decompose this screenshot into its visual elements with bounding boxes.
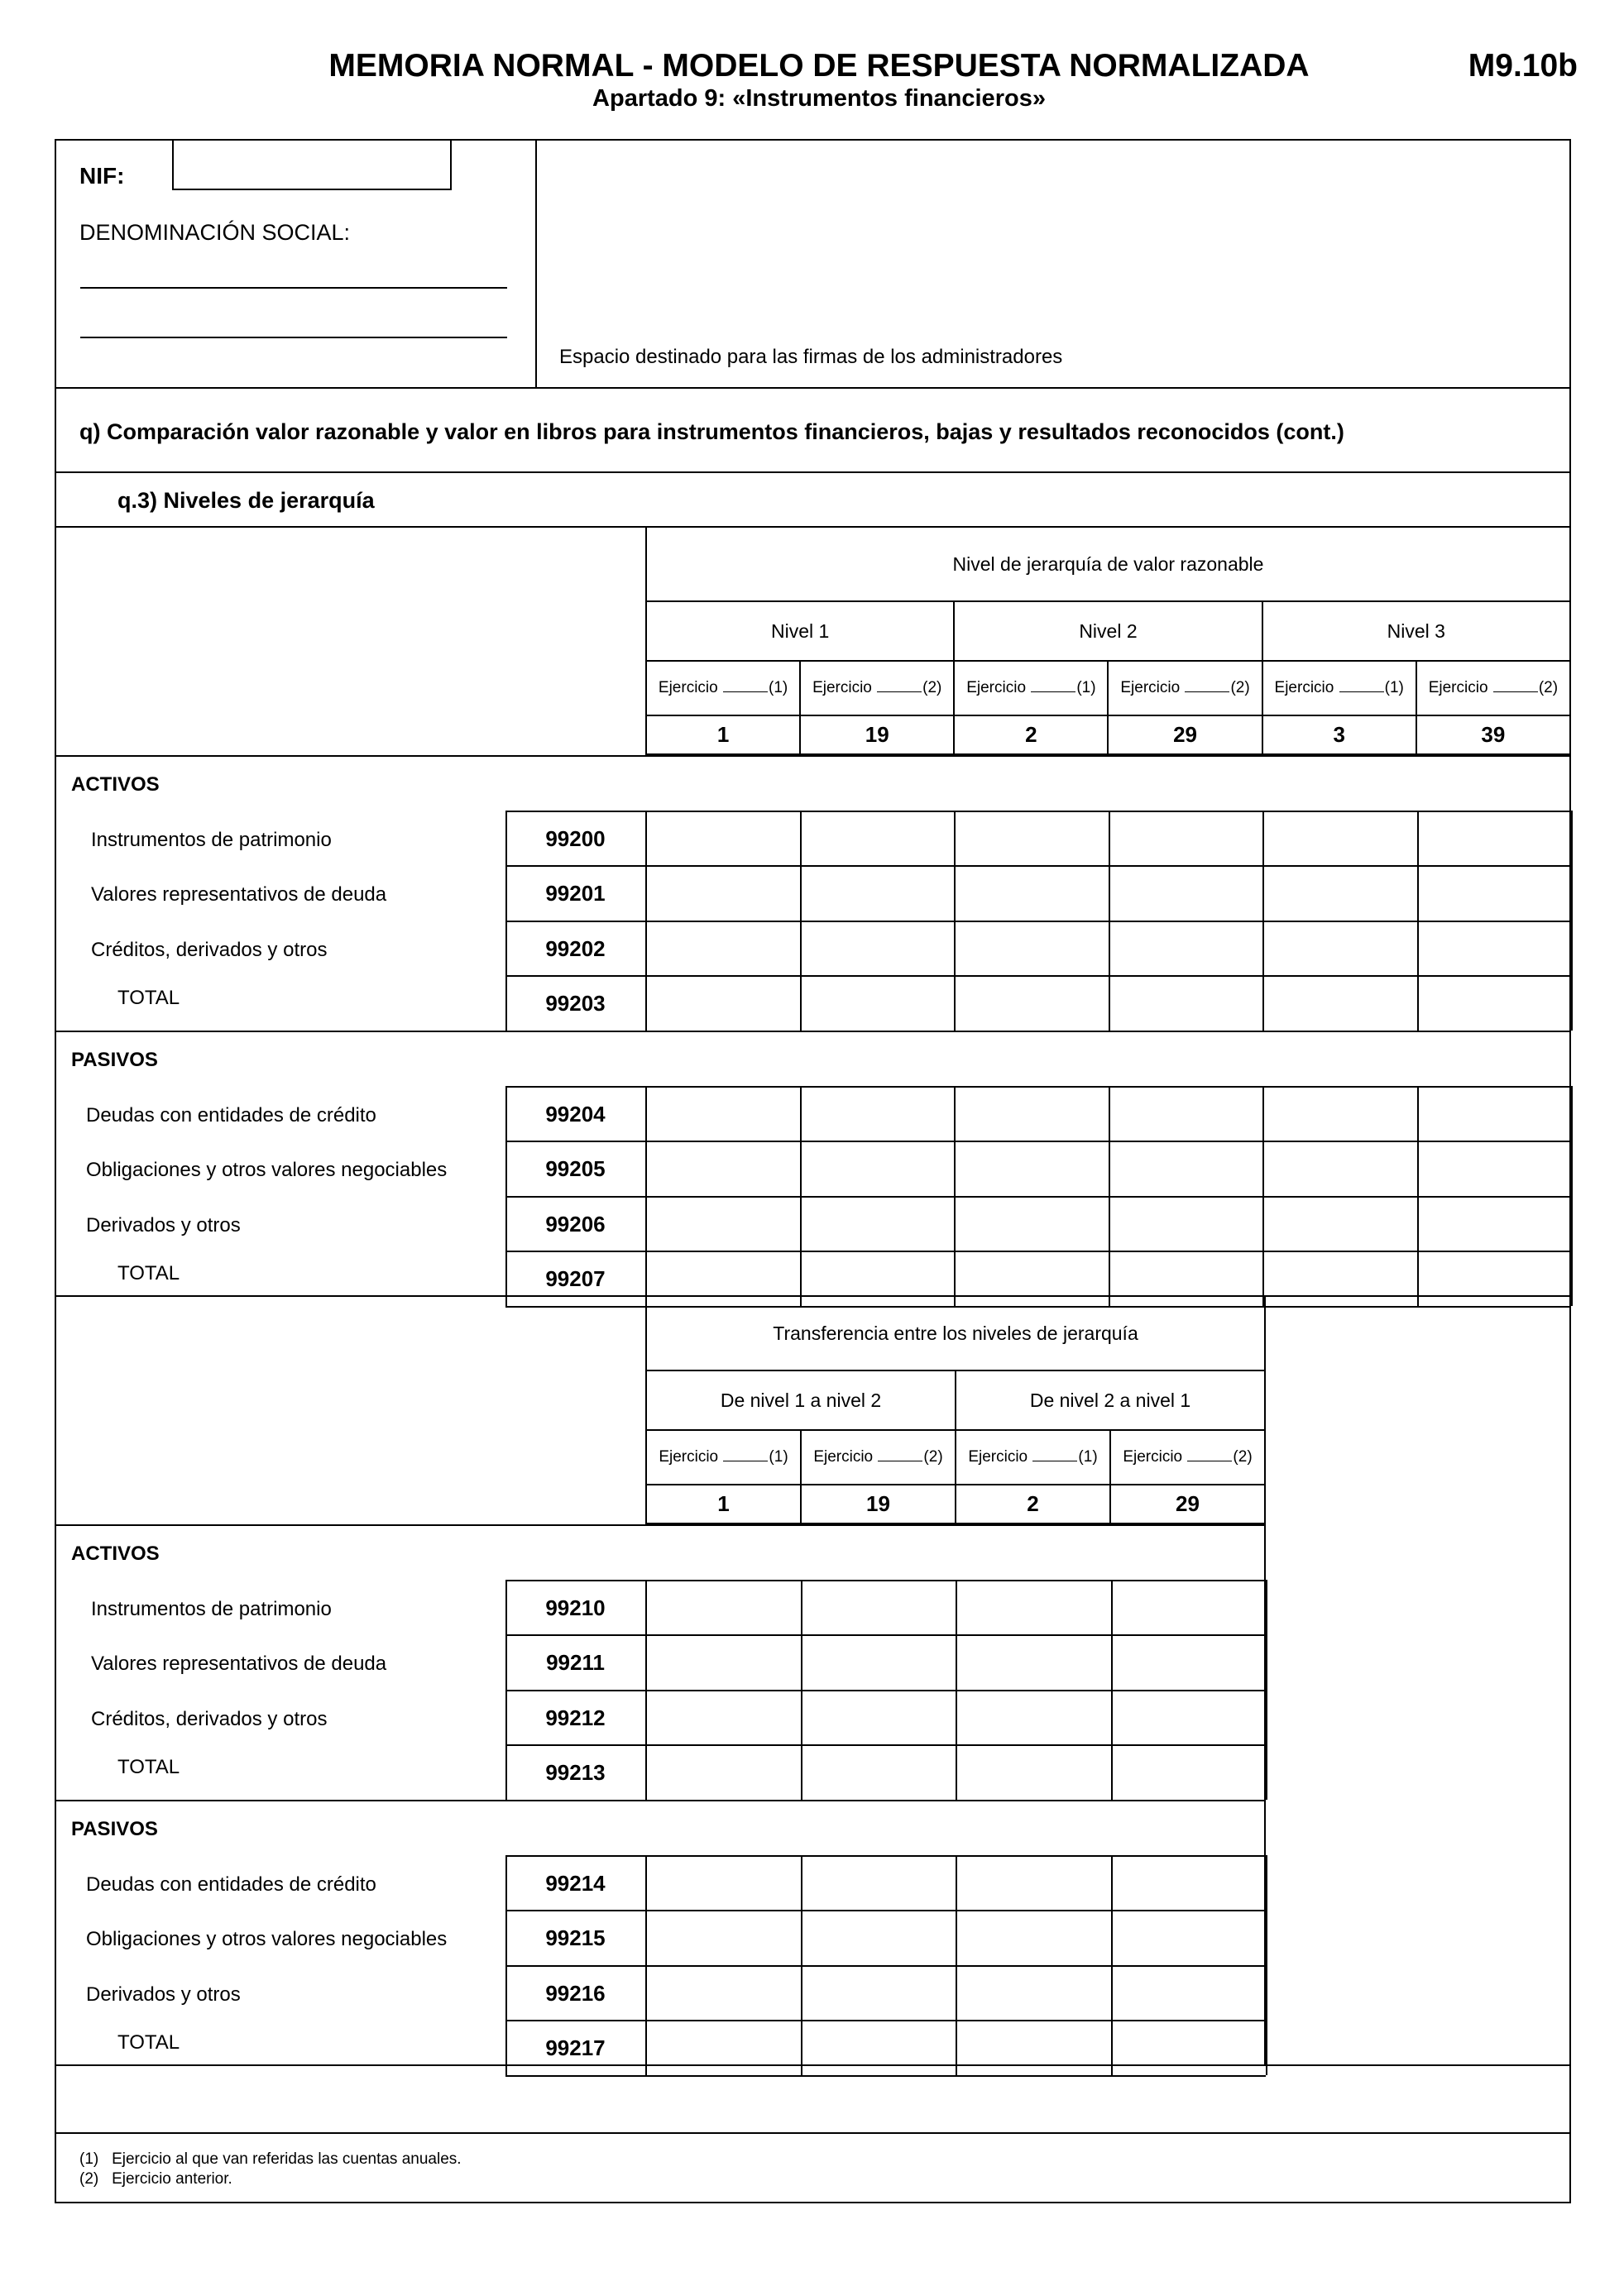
value-input-cell[interactable] xyxy=(645,1634,801,1690)
value-input-cell[interactable] xyxy=(1262,1086,1417,1141)
column-separator xyxy=(505,1855,507,2075)
value-input-cell[interactable] xyxy=(956,1634,1111,1690)
row-code: 99201 xyxy=(545,881,606,906)
row-code: 99210 xyxy=(545,1595,606,1620)
column-separator xyxy=(1266,1855,1267,2075)
value-input-cell[interactable] xyxy=(645,1965,801,2021)
column-separator xyxy=(801,1855,802,2075)
row-label: Obligaciones y otros valores negociables xyxy=(86,1928,448,1951)
ejercicio-year-blank[interactable] xyxy=(1032,1449,1077,1461)
value-input-cell[interactable] xyxy=(801,1855,956,1911)
value-input-cell[interactable] xyxy=(1262,1141,1417,1196)
page-subtitle: Apartado 9: «Instrumentos financieros» xyxy=(592,85,1046,112)
value-input-cell[interactable] xyxy=(1262,865,1417,921)
note-2 xyxy=(79,2170,232,2188)
table2-column-number: 19 xyxy=(801,1485,956,1523)
table2-ejercicio-cell xyxy=(1110,1430,1265,1485)
note-2-text: Ejercicio anterior. xyxy=(112,2170,232,2188)
value-input-cell[interactable] xyxy=(1109,811,1263,866)
ejercicio-note-mark: (2) xyxy=(923,1448,943,1466)
table2-column-number: 1 xyxy=(646,1485,801,1523)
ejercicio-label: Ejercicio xyxy=(966,679,1027,696)
row-code: 99213 xyxy=(545,1760,606,1786)
ejercicio-note-mark: (2) xyxy=(1230,679,1250,696)
table2-level-1-to-2: De nivel 1 a nivel 2 xyxy=(646,1370,956,1430)
nif-label: NIF: xyxy=(79,163,125,189)
column-separator xyxy=(1111,1855,1113,2075)
value-input-cell[interactable] xyxy=(800,1086,955,1141)
row-code: 99217 xyxy=(545,2035,606,2061)
column-separator xyxy=(1571,811,1573,1031)
value-input-cell[interactable] xyxy=(801,1634,956,1690)
page-title: MEMORIA NORMAL - MODELO DE RESPUESTA NORMALIZADA xyxy=(328,48,1310,84)
row-code: 99206 xyxy=(545,1211,606,1236)
row-code: 99203 xyxy=(545,991,606,1016)
row-code: 99216 xyxy=(545,1980,606,2006)
row-label: TOTAL xyxy=(117,1756,180,1779)
value-input-cell[interactable] xyxy=(1111,1855,1267,1911)
ejercicio-year-blank[interactable] xyxy=(878,1449,922,1461)
ejercicio-label: Ejercicio xyxy=(1120,679,1181,696)
value-input-cell[interactable] xyxy=(800,1196,955,1251)
ejercicio-year-blank[interactable] xyxy=(1339,680,1384,692)
table1-column-number: 3 xyxy=(1262,715,1416,754)
row-code: 99215 xyxy=(545,1925,606,1951)
table2-header-bottom xyxy=(55,1524,1266,1526)
column-separator xyxy=(1571,1086,1573,1306)
section-separator xyxy=(55,1031,1571,1032)
column-separator xyxy=(1417,1086,1419,1306)
row-code: 99214 xyxy=(545,1870,606,1896)
table1-column-number: 19 xyxy=(800,715,954,754)
value-input-cell[interactable] xyxy=(1109,975,1263,1031)
value-input-cell[interactable] xyxy=(800,921,955,976)
value-input-cell[interactable] xyxy=(954,921,1109,976)
value-input-cell[interactable] xyxy=(800,865,955,921)
ejercicio-year-blank[interactable] xyxy=(1187,1449,1232,1461)
row-label: Instrumentos de patrimonio xyxy=(91,828,332,851)
note-1 xyxy=(79,2150,462,2169)
value-input-cell[interactable] xyxy=(1262,975,1417,1031)
ejercicio-label: Ejercicio xyxy=(659,1448,719,1466)
value-input-cell[interactable] xyxy=(1417,1196,1572,1251)
value-input-cell[interactable] xyxy=(645,1086,800,1141)
row-label: TOTAL xyxy=(117,987,180,1010)
value-input-cell[interactable] xyxy=(645,921,800,976)
value-input-cell[interactable] xyxy=(1109,1086,1263,1141)
table1-ejercicio-cell xyxy=(800,661,954,715)
table2-bottom xyxy=(55,2064,1571,2066)
table1-header-bottom xyxy=(55,755,1571,757)
row-code: 99204 xyxy=(545,1101,606,1126)
ejercicio-year-blank[interactable] xyxy=(1185,680,1229,692)
ejercicio-note-mark: (1) xyxy=(769,1448,788,1466)
value-input-cell[interactable] xyxy=(800,975,955,1031)
ejercicio-note-mark: (1) xyxy=(1078,1448,1098,1466)
ejercicio-note-mark: (2) xyxy=(1233,1448,1253,1466)
table1-pasivos-label: PASIVOS xyxy=(71,1049,158,1071)
table1-ejercicio-cell xyxy=(954,661,1108,715)
row-label: TOTAL xyxy=(117,2031,180,2054)
table2-activos-label: ACTIVOS xyxy=(71,1543,160,1565)
ejercicio-note-mark: (1) xyxy=(1076,679,1096,696)
value-input-cell[interactable] xyxy=(1111,1580,1267,1635)
nif-input[interactable] xyxy=(172,139,452,190)
table2-pasivos-label: PASIVOS xyxy=(71,1818,158,1840)
row-code: 99200 xyxy=(545,825,606,851)
value-input-cell[interactable] xyxy=(645,1690,801,1745)
table1-level-3: Nivel 3 xyxy=(1262,601,1570,661)
note-1-text: Ejercicio al que van referidas las cuentas anuales. xyxy=(112,2150,462,2168)
table1-ejercicio-cell xyxy=(1262,661,1416,715)
column-separator xyxy=(645,1855,647,2075)
column-separator xyxy=(1109,811,1110,1031)
section-q3-heading: q.3) Niveles de jerarquía xyxy=(117,488,375,513)
table1-header xyxy=(645,526,1571,755)
value-input-cell[interactable] xyxy=(1109,1141,1263,1196)
ejercicio-label: Ejercicio xyxy=(1428,679,1488,696)
column-separator xyxy=(1266,1580,1267,1800)
ejercicio-label: Ejercicio xyxy=(1123,1448,1183,1466)
identity-bottom-line xyxy=(55,387,1571,389)
value-input-cell[interactable] xyxy=(801,1744,956,1800)
value-input-cell[interactable] xyxy=(1111,1634,1267,1690)
column-separator xyxy=(954,1086,956,1306)
value-input-cell[interactable] xyxy=(1109,865,1263,921)
row-code: 99205 xyxy=(545,1156,606,1182)
identity-divider xyxy=(535,139,537,389)
table1-level-2: Nivel 2 xyxy=(954,601,1262,661)
value-input-cell[interactable] xyxy=(645,1744,801,1800)
value-input-cell[interactable] xyxy=(954,1086,1109,1141)
column-separator xyxy=(800,1086,802,1306)
value-input-cell[interactable] xyxy=(1417,811,1572,866)
value-input-cell[interactable] xyxy=(1417,1251,1572,1306)
value-input-cell[interactable] xyxy=(954,865,1109,921)
value-input-cell[interactable] xyxy=(801,1580,956,1635)
section-separator xyxy=(55,1800,1266,1801)
column-separator xyxy=(1262,811,1264,1031)
value-input-cell[interactable] xyxy=(1109,921,1263,976)
table1-column-number: 1 xyxy=(646,715,800,754)
ejercicio-label: Ejercicio xyxy=(812,679,872,696)
value-input-cell[interactable] xyxy=(1417,921,1572,976)
value-input-cell[interactable] xyxy=(645,1910,801,1965)
table2-column-number: 29 xyxy=(1110,1485,1265,1523)
table1-ejercicio-cell xyxy=(1108,661,1262,715)
column-separator xyxy=(505,1580,507,1800)
value-input-cell[interactable] xyxy=(1417,865,1572,921)
table2-header xyxy=(645,1295,1266,1524)
column-separator xyxy=(645,811,647,1031)
row-code: 99212 xyxy=(545,1705,606,1730)
note-1-mark: (1) xyxy=(79,2150,99,2168)
value-input-cell[interactable] xyxy=(800,1141,955,1196)
column-separator xyxy=(956,1855,957,2075)
ejercicio-label: Ejercicio xyxy=(658,679,718,696)
value-input-cell[interactable] xyxy=(801,1965,956,2021)
column-separator xyxy=(801,1580,802,1800)
firmas-space-label: Espacio destinado para las firmas de los administradores xyxy=(559,346,1063,368)
table1-column-number: 29 xyxy=(1108,715,1262,754)
ejercicio-note-mark: (2) xyxy=(1538,679,1559,696)
row-label: Instrumentos de patrimonio xyxy=(91,1597,332,1620)
table2-ejercicio-cell xyxy=(801,1430,956,1485)
notes-top xyxy=(55,2132,1571,2134)
table2-group-header: Transferencia entre los niveles de jerarquía xyxy=(646,1296,1265,1370)
value-input-cell[interactable] xyxy=(1109,1196,1263,1251)
value-input-cell[interactable] xyxy=(1111,2020,1267,2075)
column-separator xyxy=(956,1580,957,1800)
section-q-heading: q) Comparación valor razonable y valor en libros para instrumentos financieros, bajas y resultados reconocidos (cont.) xyxy=(79,419,1344,444)
value-input-cell[interactable] xyxy=(1262,1196,1417,1251)
note-2-mark: (2) xyxy=(79,2170,99,2188)
ejercicio-note-mark: (1) xyxy=(1384,679,1404,696)
section-q-bottom xyxy=(55,471,1571,473)
value-input-cell[interactable] xyxy=(645,1141,800,1196)
value-input-cell[interactable] xyxy=(1262,1251,1417,1306)
table1-group-header: Nivel de jerarquía de valor razonable xyxy=(646,527,1570,601)
ejercicio-year-blank[interactable] xyxy=(723,1449,768,1461)
ejercicio-label: Ejercicio xyxy=(813,1448,874,1466)
value-input-cell[interactable] xyxy=(645,1196,800,1251)
value-input-cell[interactable] xyxy=(1417,975,1572,1031)
value-input-cell[interactable] xyxy=(645,865,800,921)
value-input-cell[interactable] xyxy=(956,1580,1111,1635)
column-separator xyxy=(645,1580,647,1800)
table1-column-number: 39 xyxy=(1416,715,1570,754)
value-input-cell[interactable] xyxy=(1111,1744,1267,1800)
column-separator xyxy=(1417,811,1419,1031)
value-input-cell[interactable] xyxy=(1262,921,1417,976)
value-input-cell[interactable] xyxy=(956,1690,1111,1745)
value-input-cell[interactable] xyxy=(1111,1910,1267,1965)
row-label: Derivados y otros xyxy=(86,1983,241,2006)
table2-column-number: 2 xyxy=(956,1485,1110,1523)
value-input-cell[interactable] xyxy=(645,811,800,866)
denominacion-line-2[interactable] xyxy=(80,337,507,338)
row-label: Créditos, derivados y otros xyxy=(91,1707,328,1730)
table1-level-1: Nivel 1 xyxy=(646,601,954,661)
ejercicio-label: Ejercicio xyxy=(1274,679,1334,696)
column-separator xyxy=(1109,1086,1110,1306)
ejercicio-note-mark: (2) xyxy=(922,679,942,696)
ejercicio-note-mark: (1) xyxy=(769,679,788,696)
row-label: Valores representativos de deuda xyxy=(91,883,387,906)
value-input-cell[interactable] xyxy=(956,1744,1111,1800)
value-input-cell[interactable] xyxy=(645,2020,801,2075)
value-input-cell[interactable] xyxy=(954,1141,1109,1196)
value-input-cell[interactable] xyxy=(954,1196,1109,1251)
value-input-cell[interactable] xyxy=(956,1965,1111,2021)
value-input-cell[interactable] xyxy=(645,1580,801,1635)
ejercicio-label: Ejercicio xyxy=(968,1448,1028,1466)
ejercicio-year-blank[interactable] xyxy=(1031,680,1075,692)
table1-ejercicio-cell xyxy=(646,661,800,715)
value-input-cell[interactable] xyxy=(800,811,955,866)
value-input-cell[interactable] xyxy=(956,1910,1111,1965)
row-label: Obligaciones y otros valores negociables xyxy=(86,1159,448,1182)
table1-column-number: 2 xyxy=(954,715,1108,754)
form-code: M9.10b xyxy=(1468,48,1578,84)
value-input-cell[interactable] xyxy=(1111,1690,1267,1745)
ejercicio-year-blank[interactable] xyxy=(1493,680,1538,692)
column-separator xyxy=(1262,1086,1264,1306)
value-input-cell[interactable] xyxy=(956,2020,1111,2075)
row-code: 99211 xyxy=(546,1650,605,1676)
table2-ejercicio-cell xyxy=(956,1430,1110,1485)
row-label: Derivados y otros xyxy=(86,1213,241,1236)
value-input-cell[interactable] xyxy=(1111,1965,1267,2021)
column-separator xyxy=(505,1086,507,1306)
row-label: Deudas con entidades de crédito xyxy=(86,1873,376,1896)
table2-level-2-to-1: De nivel 2 a nivel 1 xyxy=(956,1370,1265,1430)
value-input-cell[interactable] xyxy=(645,975,800,1031)
denominacion-label: DENOMINACIÓN SOCIAL: xyxy=(79,220,351,245)
value-input-cell[interactable] xyxy=(801,1690,956,1745)
row-label: Créditos, derivados y otros xyxy=(91,938,328,961)
value-input-cell[interactable] xyxy=(1417,1086,1572,1141)
value-input-cell[interactable] xyxy=(954,975,1109,1031)
denominacion-line-1[interactable] xyxy=(80,287,507,289)
column-separator xyxy=(505,811,507,1031)
column-separator xyxy=(1111,1580,1113,1800)
value-input-cell[interactable] xyxy=(954,811,1109,866)
table1-activos-label: ACTIVOS xyxy=(71,773,160,796)
row-label: Valores representativos de deuda xyxy=(91,1653,387,1676)
value-input-cell[interactable] xyxy=(1417,1141,1572,1196)
value-input-cell[interactable] xyxy=(801,1910,956,1965)
row-label: TOTAL xyxy=(117,1262,180,1285)
value-input-cell[interactable] xyxy=(1262,811,1417,866)
row-code: 99207 xyxy=(545,1266,606,1292)
row-separator xyxy=(505,2075,1266,2077)
table2-ejercicio-cell xyxy=(646,1430,801,1485)
row-code: 99202 xyxy=(545,935,606,961)
value-input-cell[interactable] xyxy=(645,1855,801,1911)
ejercicio-year-blank[interactable] xyxy=(723,680,768,692)
column-separator xyxy=(954,811,956,1031)
value-input-cell[interactable] xyxy=(956,1855,1111,1911)
table1-ejercicio-cell xyxy=(1416,661,1570,715)
column-separator xyxy=(800,811,802,1031)
column-separator xyxy=(645,1086,647,1306)
ejercicio-year-blank[interactable] xyxy=(877,680,922,692)
row-label: Deudas con entidades de crédito xyxy=(86,1103,376,1126)
value-input-cell[interactable] xyxy=(801,2020,956,2075)
